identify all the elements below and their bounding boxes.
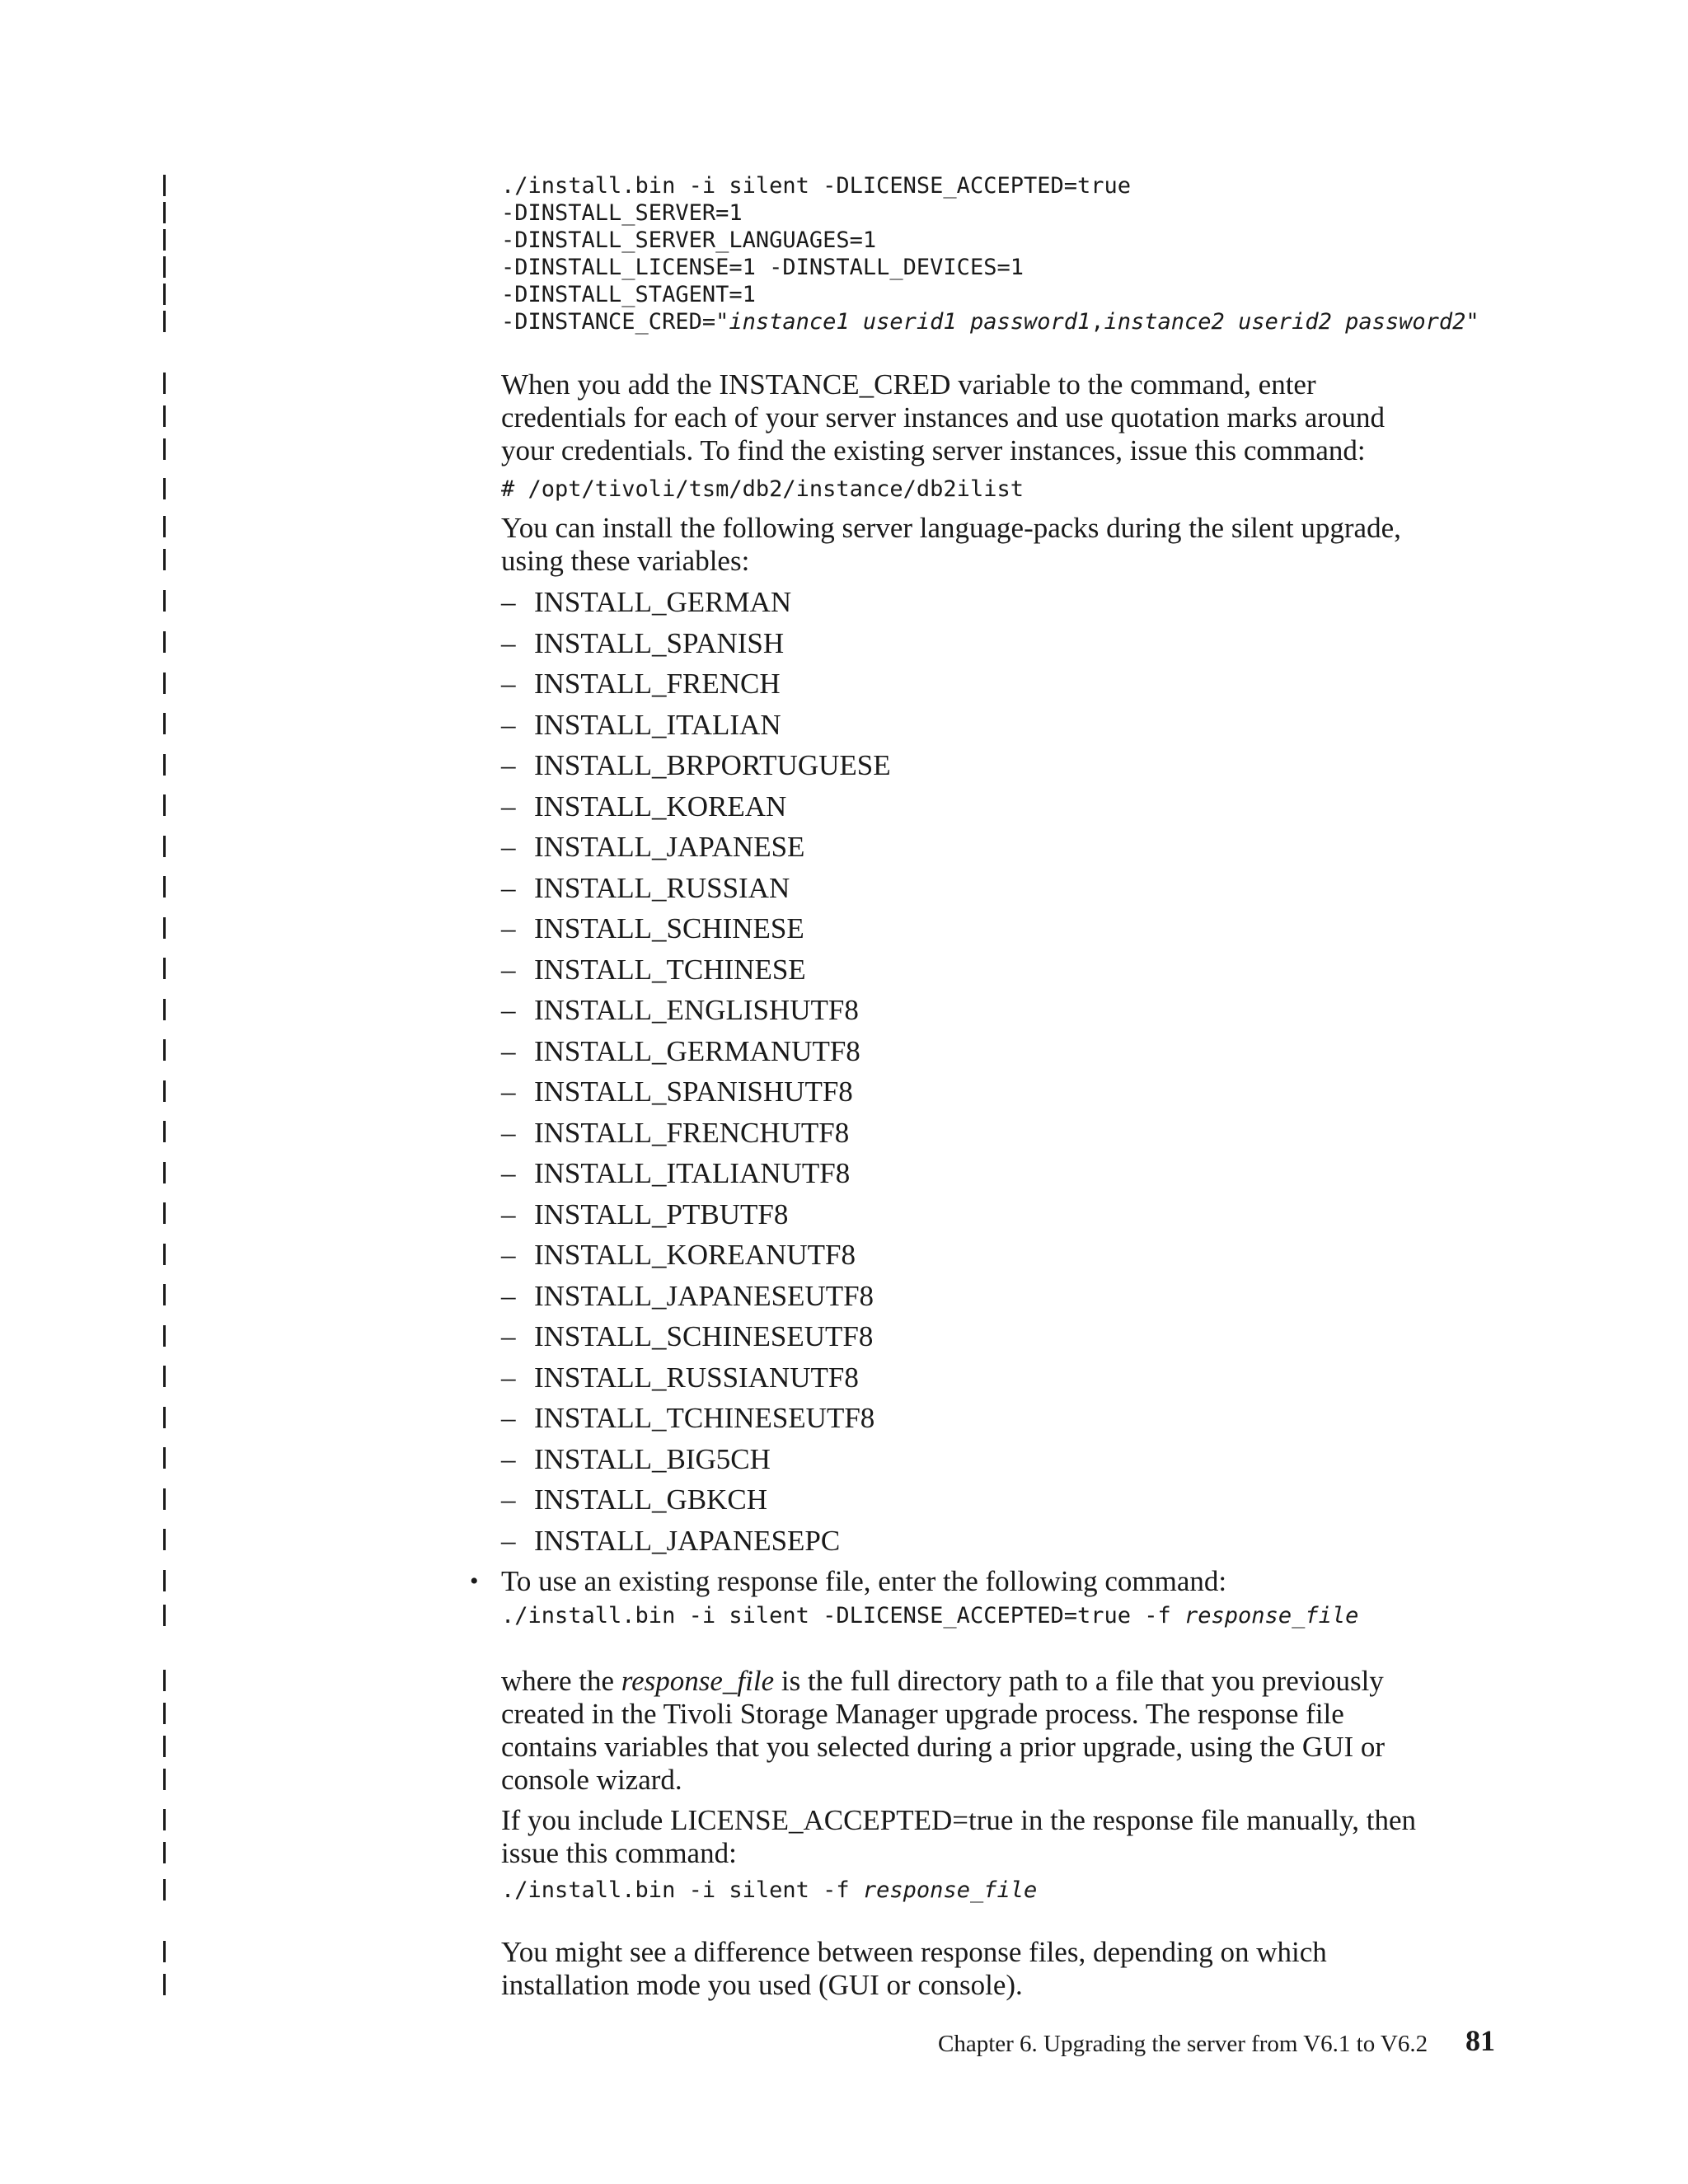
- change-bar: [163, 1769, 166, 1790]
- db2ilist-command: # /opt/tivoli/tsm/db2/instance/db2ilist: [501, 476, 1024, 502]
- change-bar: [163, 999, 166, 1020]
- list-item-text: INSTALL_SPANISH: [534, 627, 785, 659]
- code-line-instance-cred: [501, 309, 1479, 335]
- dash-marker: –: [501, 1280, 516, 1312]
- change-bar: [163, 794, 166, 816]
- change-bar: [163, 631, 166, 653]
- list-item-text: INSTALL_SCHINESE: [534, 912, 804, 944]
- code-line: ./install.bin -i silent -DLICENSE_ACCEPTED=true: [501, 173, 1132, 199]
- list-item-text: INSTALL_GBKCH: [534, 1483, 768, 1516]
- code-variable: response_file: [862, 1877, 1038, 1903]
- change-bar: [163, 1039, 166, 1061]
- dash-marker: –: [501, 831, 516, 863]
- change-bar: [163, 1325, 166, 1347]
- dash-marker: –: [501, 1117, 516, 1149]
- code-text: -DINSTANCE_CRED=": [501, 309, 729, 335]
- list-item-text: INSTALL_ITALIANUTF8: [534, 1157, 851, 1189]
- dash-marker: –: [501, 627, 516, 659]
- code-line: -DINSTALL_SERVER_LANGUAGES=1: [501, 227, 877, 253]
- paragraph-line: console wizard.: [501, 1764, 682, 1796]
- paragraph-line: issue this command:: [501, 1837, 737, 1869]
- code-line: -DINSTALL_LICENSE=1 -DINSTALL_DEVICES=1: [501, 255, 1024, 280]
- paragraph-line: You can install the following server language-packs during the silent upgrade,: [501, 512, 1401, 544]
- paragraph-line: contains variables that you selected during a prior upgrade, using the GUI or: [501, 1731, 1386, 1763]
- dash-marker: –: [501, 790, 516, 823]
- list-item-text: INSTALL_ITALIAN: [534, 709, 781, 741]
- change-bar: [163, 958, 166, 979]
- code-line: -DINSTALL_SERVER=1: [501, 200, 743, 226]
- list-item-text: INSTALL_JAPANESEUTF8: [534, 1280, 874, 1312]
- change-bar: [163, 1670, 166, 1691]
- change-bar: [163, 1162, 166, 1183]
- dash-marker: –: [501, 668, 516, 700]
- change-bar: [163, 1407, 166, 1428]
- change-bar: [163, 1842, 166, 1863]
- dash-marker: –: [501, 1239, 516, 1271]
- list-item-text: INSTALL_RUSSIANUTF8: [534, 1361, 859, 1394]
- list-item-text: INSTALL_BIG5CH: [534, 1443, 771, 1475]
- paragraph-line: created in the Tivoli Storage Manager upgrade process. The response file: [501, 1698, 1344, 1730]
- list-item-text: INSTALL_TCHINESEUTF8: [534, 1402, 875, 1434]
- change-bar: [163, 478, 166, 499]
- change-bar: [163, 1202, 166, 1224]
- list-item-text: INSTALL_TCHINESE: [534, 954, 806, 986]
- list-item-text: INSTALL_SCHINESEUTF8: [534, 1320, 874, 1352]
- list-item-text: INSTALL_KOREANUTF8: [534, 1239, 856, 1271]
- dash-marker: –: [501, 994, 516, 1026]
- dash-marker: –: [501, 1402, 516, 1434]
- change-bar: [163, 1121, 166, 1142]
- change-bar: [163, 311, 166, 332]
- code-text: ./install.bin -i silent -DLICENSE_ACCEPTED=true -f: [501, 1603, 1185, 1629]
- change-bar: [163, 754, 166, 776]
- list-item-text: INSTALL_FRENCHUTF8: [534, 1117, 850, 1149]
- list-item-text: INSTALL_JAPANESE: [534, 831, 805, 863]
- change-bar: [163, 1736, 166, 1757]
- dash-marker: –: [501, 1483, 516, 1516]
- dash-marker: –: [501, 1157, 516, 1189]
- list-item-text: INSTALL_RUSSIAN: [534, 872, 790, 904]
- change-bar: [163, 202, 166, 223]
- chapter-title: Chapter 6. Upgrading the server from V6.1 to V6.2: [938, 2031, 1428, 2057]
- change-bar: [163, 917, 166, 939]
- silent-command: [501, 1877, 1037, 1904]
- list-item-text: INSTALL_BRPORTUGUESE: [534, 749, 891, 781]
- list-item-text: INSTALL_PTBUTF8: [534, 1198, 789, 1230]
- code-variable: instance1 userid1 password1: [729, 309, 1091, 335]
- list-item-text: INSTALL_GERMAN: [534, 586, 792, 618]
- dash-marker: –: [501, 586, 516, 618]
- dash-marker: –: [501, 1198, 516, 1230]
- response-file-command: [501, 1603, 1358, 1629]
- change-bar: [163, 405, 166, 427]
- paragraph-line: credentials for each of your server instances and use quotation marks around: [501, 401, 1385, 434]
- dash-marker: –: [501, 1035, 516, 1067]
- paragraph-line: [501, 1665, 1384, 1698]
- change-bar: [163, 1080, 166, 1102]
- change-bar: [163, 1570, 166, 1591]
- code-variable: response_file: [1184, 1603, 1359, 1629]
- dash-marker: –: [501, 1361, 516, 1394]
- change-bar: [163, 1974, 166, 1995]
- dash-marker: –: [501, 1320, 516, 1352]
- paragraph-line: You might see a difference between response files, depending on which: [501, 1936, 1327, 1968]
- text: is the full directory path to a file that you previously: [774, 1665, 1384, 1697]
- list-item-text: INSTALL_ENGLISHUTF8: [534, 994, 859, 1026]
- change-bar: [163, 1488, 166, 1510]
- list-item-text: INSTALL_SPANISHUTF8: [534, 1076, 853, 1108]
- code-text: ,: [1090, 309, 1104, 335]
- text: where the: [501, 1665, 621, 1697]
- change-bar: [163, 713, 166, 734]
- change-bar: [163, 229, 166, 251]
- change-bar: [163, 673, 166, 694]
- code-text: ./install.bin -i silent -f: [501, 1877, 863, 1903]
- paragraph-line: using these variables:: [501, 545, 750, 577]
- change-bar: [163, 438, 166, 460]
- paragraph-line: installation mode you used (GUI or console).: [501, 1969, 1023, 2001]
- page-number: 81: [1465, 2024, 1495, 2057]
- paragraph-line: If you include LICENSE_ACCEPTED=true in the response file manually, then: [501, 1804, 1417, 1836]
- list-item-text: INSTALL_FRENCH: [534, 668, 781, 700]
- change-bar: [163, 175, 166, 196]
- dash-marker: –: [501, 1525, 516, 1557]
- change-bar: [163, 1284, 166, 1305]
- change-bar: [163, 516, 166, 537]
- list-item-text: INSTALL_JAPANESEPC: [534, 1525, 841, 1557]
- dash-marker: –: [501, 1443, 516, 1475]
- list-item-text: INSTALL_KOREAN: [534, 790, 787, 823]
- bullet-text: To use an existing response file, enter the following command:: [501, 1565, 1227, 1597]
- change-bar: [163, 1447, 166, 1469]
- dash-marker: –: [501, 912, 516, 944]
- change-bar: [163, 836, 166, 857]
- bullet-marker: •: [470, 1568, 479, 1595]
- dash-marker: –: [501, 749, 516, 781]
- emphasis: response_file: [621, 1665, 775, 1697]
- list-item-text: INSTALL_GERMANUTF8: [534, 1035, 860, 1067]
- paragraph-line: your credentials. To find the existing server instances, issue this command:: [501, 434, 1366, 466]
- change-bar: [163, 284, 166, 305]
- dash-marker: –: [501, 954, 516, 986]
- paragraph-line: When you add the INSTANCE_CRED variable to the command, enter: [501, 368, 1316, 401]
- change-bar: [163, 1879, 166, 1900]
- dash-marker: –: [501, 709, 516, 741]
- change-bar: [163, 590, 166, 612]
- change-bar: [163, 1244, 166, 1265]
- change-bar: [163, 876, 166, 898]
- change-bar: [163, 256, 166, 278]
- change-bar: [163, 1809, 166, 1830]
- dash-marker: –: [501, 1076, 516, 1108]
- change-bar: [163, 1605, 166, 1626]
- change-bar: [163, 1703, 166, 1724]
- dash-marker: –: [501, 872, 516, 904]
- code-text: ": [1465, 309, 1479, 335]
- code-variable: instance2 userid2 password2: [1104, 309, 1466, 335]
- change-bar: [163, 549, 166, 570]
- change-bar: [163, 1529, 166, 1550]
- change-bar: [163, 1366, 166, 1387]
- code-line: -DINSTALL_STAGENT=1: [501, 282, 756, 307]
- change-bar: [163, 1941, 166, 1962]
- change-bar: [163, 373, 166, 394]
